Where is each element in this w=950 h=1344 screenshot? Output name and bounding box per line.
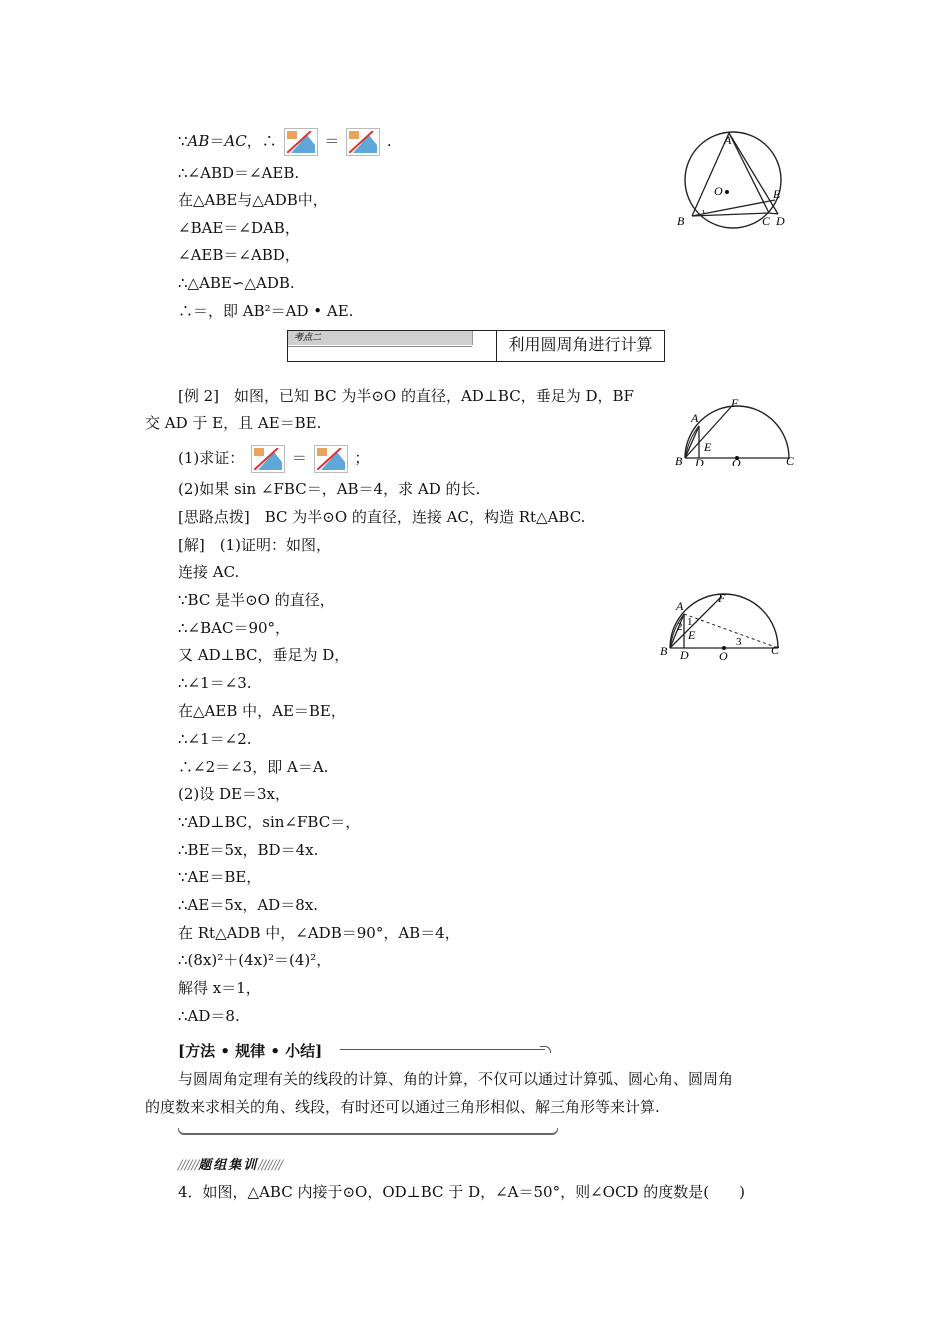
example2-line-16: ∵AD⊥BC，sin∠FBC＝， [178, 813, 361, 831]
segment-ad [729, 133, 778, 214]
section-label: 考点二 [288, 331, 473, 345]
method-heading-rule [340, 1049, 545, 1050]
label-n1: 1 [687, 616, 693, 628]
example2-line-10: 又 AD⊥BC，垂足为 D， [178, 646, 350, 664]
example2-line-18: ∵AE＝BE， [178, 868, 262, 886]
label-b: B [675, 454, 683, 466]
example2-line-5: [思路点拨] BC 为半⊙O 的直径，连接 AC，构造 Rt△ABC. [178, 508, 586, 526]
figure-semicircle [673, 396, 803, 466]
question-4: 4．如图，△ABC 内接于⊙O，OD⊥BC 于 D，∠A＝50°，则∠OCD 的度数是( ) [178, 1183, 745, 1201]
broken-image-icon [346, 128, 380, 156]
example2-line-23: ∴AD＝8. [178, 1007, 240, 1025]
section-title: 利用圆周角进行计算 [508, 335, 653, 354]
group-heading-text: 题组集训 [198, 1158, 259, 1173]
label-a: A [724, 133, 732, 147]
group-heading [178, 1154, 282, 1173]
label-e: E [688, 628, 696, 642]
broken-image-icon [284, 128, 318, 156]
example2-line-4: (2)如果 sin ∠FBC＝，AB＝4，求 AD 的长. [178, 480, 481, 498]
example2-line-1: [例 2] 如图，已知 BC 为半⊙O 的直径，AD⊥BC，垂足为 D，BF [178, 387, 634, 405]
example2-line-19: ∴AE＝5x，AD＝8x. [178, 896, 318, 914]
center-dot [725, 190, 729, 194]
method-heading-rule-tip [540, 1046, 551, 1053]
label-o: O [714, 184, 723, 198]
proof-line-3: 在△ABE与△ADB中， [178, 191, 328, 209]
segment-ac-dashed [684, 614, 778, 648]
label-c: C [771, 643, 780, 657]
segment-ac [729, 133, 769, 213]
label-n2: 2 [677, 621, 683, 633]
section-banner [287, 330, 665, 362]
proof-line-5: ∠AEB＝∠ABD， [178, 246, 300, 264]
broken-image-icon [251, 445, 285, 473]
example2-line-7: 连接 AC. [178, 563, 240, 581]
label-b: B [677, 214, 685, 228]
proof-line-7: ∴＝，即 AB²＝AD • AE. [178, 302, 354, 320]
label-o: O [732, 456, 741, 466]
method-text-line-2: 的度数来求相关的角、线段，有时还可以通过三角形相似、解三角形等来计算. [145, 1098, 660, 1116]
section-label-underline [288, 346, 472, 347]
example2-line-11: ∴∠1＝∠3. [178, 674, 252, 692]
method-bottom-bracket [178, 1128, 558, 1135]
figure-circle-triangle [672, 130, 792, 240]
method-heading: [方法 • 规律 • 小结] [178, 1042, 323, 1060]
proof-line-1: ∵AB＝AC，∴ ＝ . [178, 128, 392, 156]
example2-line-9: ∴∠BAC＝90°， [178, 619, 291, 637]
example2-line-15: (2)设 DE＝3x， [178, 785, 290, 803]
example2-line-22: 解得 x＝1， [178, 979, 261, 997]
label-d: D [776, 214, 785, 228]
example2-line-2: 交 AD 于 E，且 AE＝BE. [145, 414, 322, 432]
example2-line-20: 在 Rt△ADB 中，∠ADB＝90°，AB＝4， [178, 924, 460, 942]
example2-line-21: ∴(8x)²＋(4x)²＝(4)²， [178, 951, 332, 969]
hatch-left: ////// [178, 1158, 199, 1173]
proof-line-6: ∴△ABE∽△ADB. [178, 274, 295, 292]
example2-line-17: ∴BE＝5x，BD＝4x. [178, 841, 319, 859]
label-a: A [676, 599, 684, 613]
label-d: D [680, 648, 689, 662]
example2-line-6: [解] (1)证明：如图， [178, 536, 331, 554]
figure-semicircle-dashed [658, 592, 788, 664]
semicircle-arc [685, 406, 789, 458]
method-text-line-1: 与圆周角定理有关的线段的计算、角的计算，不仅可以通过计算弧、圆心角、圆周角 [178, 1070, 734, 1088]
example2-line-14: ∴∠2＝∠3，即 A＝A. [178, 758, 329, 776]
proof-line-4: ∠BAE＝∠DAB， [178, 219, 300, 237]
example2-line-13: ∴∠1＝∠2. [178, 730, 252, 748]
label-d: D [695, 456, 704, 466]
hatch-right: /////// [258, 1158, 282, 1173]
example2-line-3: (1)求证： ＝ ； [178, 445, 369, 473]
proof-line-2: ∴∠ABD＝∠AEB. [178, 164, 300, 182]
example2-line-8: ∵BC 是半⊙O 的直径， [178, 591, 335, 609]
label-e: E [704, 440, 712, 454]
broken-image-icon [314, 445, 348, 473]
label-b: B [660, 644, 668, 658]
label-c: C [762, 214, 771, 228]
example2-line-12: 在△AEB 中，AE＝BE， [178, 702, 346, 720]
label-n3: 3 [736, 636, 742, 648]
label-o: O [719, 649, 728, 663]
label-c: C [786, 454, 795, 466]
label-f: F [718, 592, 726, 605]
label-f: F [731, 396, 739, 410]
label-e: E [773, 187, 781, 201]
label-a: A [691, 411, 699, 425]
